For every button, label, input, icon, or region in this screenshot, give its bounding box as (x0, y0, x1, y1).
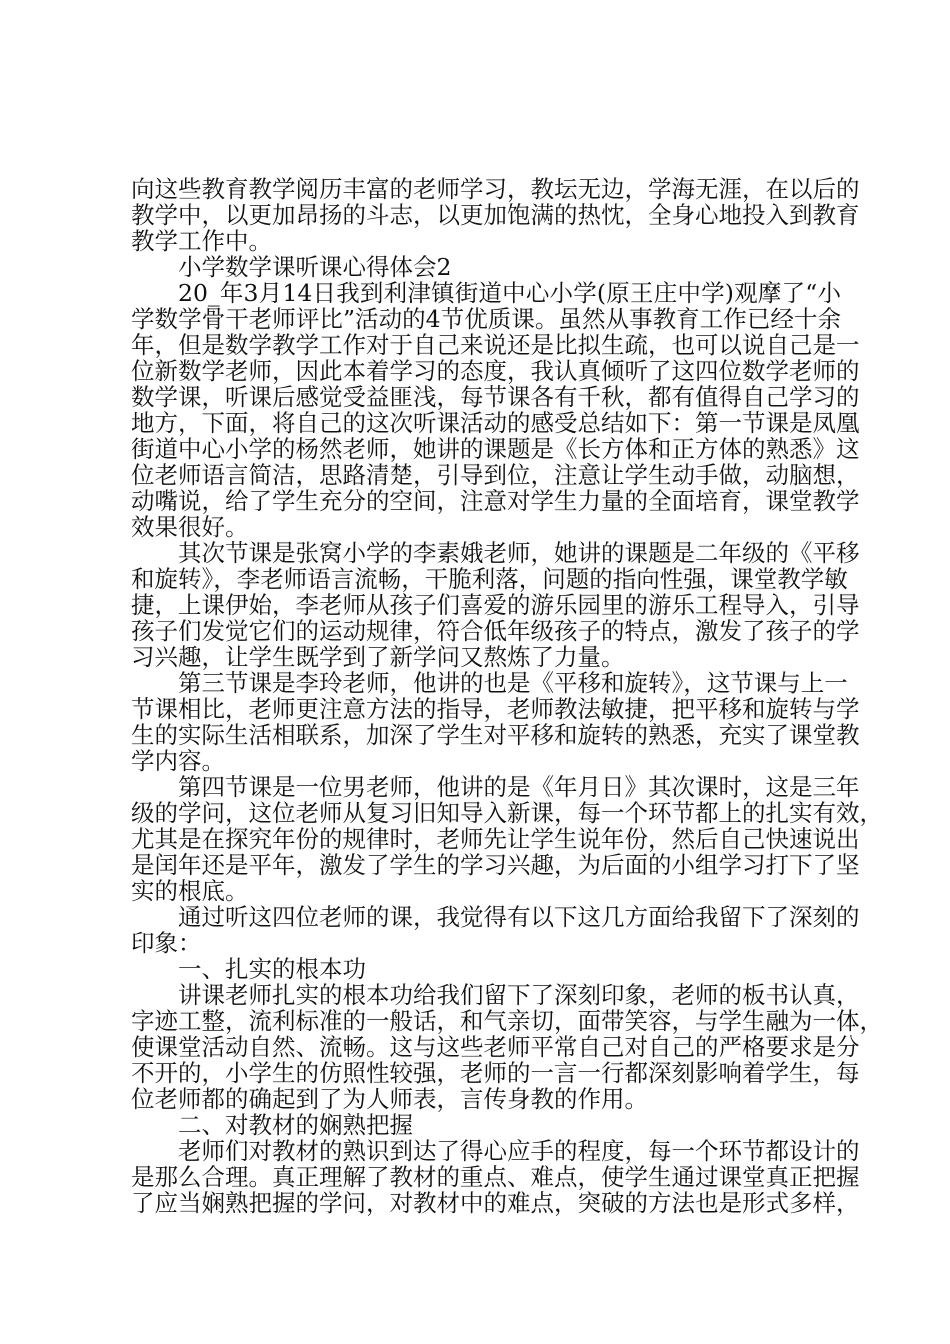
text-line: 动嘴说，给了学生充分的空间，注意对学生力量的全面培育，课堂教学 (131, 487, 860, 515)
text-line: 了应当娴熟把握的学问，对教材中的难点，突破的方法也是形式多样， (131, 1189, 860, 1217)
text-line: 生的实际生活相联系，加深了学生对平移和旋转的熟悉，充实了课堂教 (131, 721, 860, 749)
text-line: 不开的，小学生的仿照性较强，老师的一言一行都深刻影响着学生，每 (131, 1059, 860, 1087)
text-line: 是那么合理。真正理解了教材的重点、难点，使学生通过课堂真正把握 (131, 1163, 860, 1191)
text-line: 位老师语言简洁，思路清楚，引导到位，注意让学生动手做，动脑想， (131, 461, 860, 489)
text-line: 数学课，听课后感觉受益匪浅，每节课各有千秋，都有值得自己学习的 (131, 383, 860, 411)
text-line: 位新数学老师，因此本着学习的态度，我认真倾听了这四位数学老师的 (131, 357, 860, 385)
text-line: 第三节课是李玲老师，他讲的也是《平移和旋转》，这节课与上一 (178, 669, 848, 697)
text-line: 20_年3月14日我到利津镇街道中心小学(原王庄中学)观摩了“小 (178, 279, 841, 307)
text-line: 第四节课是一位男老师，他讲的是《年月日》其次课时，这是三年 (178, 773, 860, 801)
text-line: 街道中心小学的杨然老师，她讲的课题是《长方体和正方体的熟悉》这 (131, 435, 860, 463)
text-line: 地方，下面，将自己的这次听课活动的感受总结如下：第一节课是凤凰 (131, 409, 860, 437)
text-line: 尤其是在探究年份的规律时，老师先让学生说年份，然后自己快速说出 (131, 825, 860, 853)
text-line: 通过听这四位老师的课，我觉得有以下这几方面给我留下了深刻的 (178, 903, 860, 931)
text-line: 实的根底。 (131, 877, 249, 905)
text-line: 位老师都的确起到了为人师表，言传身教的作用。 (131, 1085, 648, 1113)
text-line: 学数学骨干老师评比”活动的4节优质课。虽然从事教育工作已经十余 (131, 305, 841, 333)
text-line: 老师们对教材的熟识到达了得心应手的程度，每一个环节都设计的 (178, 1137, 860, 1165)
section-title: 小学数学课听课心得体会2 (178, 253, 452, 281)
text-line: 效果很好。 (131, 513, 249, 541)
text-line: 和旋转》，李老师语言流畅，干脆利落，问题的指向性强，课堂教学敏 (131, 565, 848, 593)
text-line: 讲课老师扎实的根本功给我们留下了深刻印象，老师的板书认真， (178, 981, 860, 1009)
text-line: 习兴趣，让学生既学到了新学问又熬炼了力量。 (131, 643, 625, 671)
section-heading: 二、对教材的娴熟把握 (178, 1111, 413, 1139)
text-line: 其次节课是张窝小学的李素娥老师，她讲的课题是二年级的《平移 (178, 539, 860, 567)
text-line: 捷，上课伊始，李老师从孩子们喜爱的游乐园里的游乐工程导入，引导 (131, 591, 860, 619)
text-line: 教学工作中。 (131, 227, 272, 255)
text-line: 节课相比，老师更注意方法的指导，老师教法敏捷，把平移和旋转与学 (131, 695, 860, 723)
text-line: 年，但是数学教学工作对于自己来说还是比拟生疏，也可以说自己是一 (131, 331, 860, 359)
text-line: 向这些教育教学阅历丰富的老师学习，教坛无边，学海无涯，在以后的 (131, 175, 860, 203)
text-line: 孩子们发觉它们的运动规律，符合低年级孩子的特点，激发了孩子的学 (131, 617, 860, 645)
text-line: 字迹工整，流利标准的一般话，和气亲切，面带笑容，与学生融为一体， (131, 1007, 883, 1035)
text-line: 是闰年还是平年，激发了学生的学习兴趣，为后面的小组学习打下了坚 (131, 851, 860, 879)
text-line: 级的学问，这位老师从复习旧知导入新课，每一个环节都上的扎实有效， (131, 799, 883, 827)
section-heading: 一、扎实的根本功 (178, 955, 366, 983)
text-line: 印象： (131, 929, 202, 957)
text-line: 使课堂活动自然、流畅。这与这些老师平常自己对自己的严格要求是分 (131, 1033, 860, 1061)
text-line: 学内容。 (131, 747, 225, 775)
text-line: 教学中，以更加昂扬的斗志，以更加饱满的热忱，全身心地投入到教育 (131, 201, 860, 229)
document-page (131, 175, 883, 1217)
